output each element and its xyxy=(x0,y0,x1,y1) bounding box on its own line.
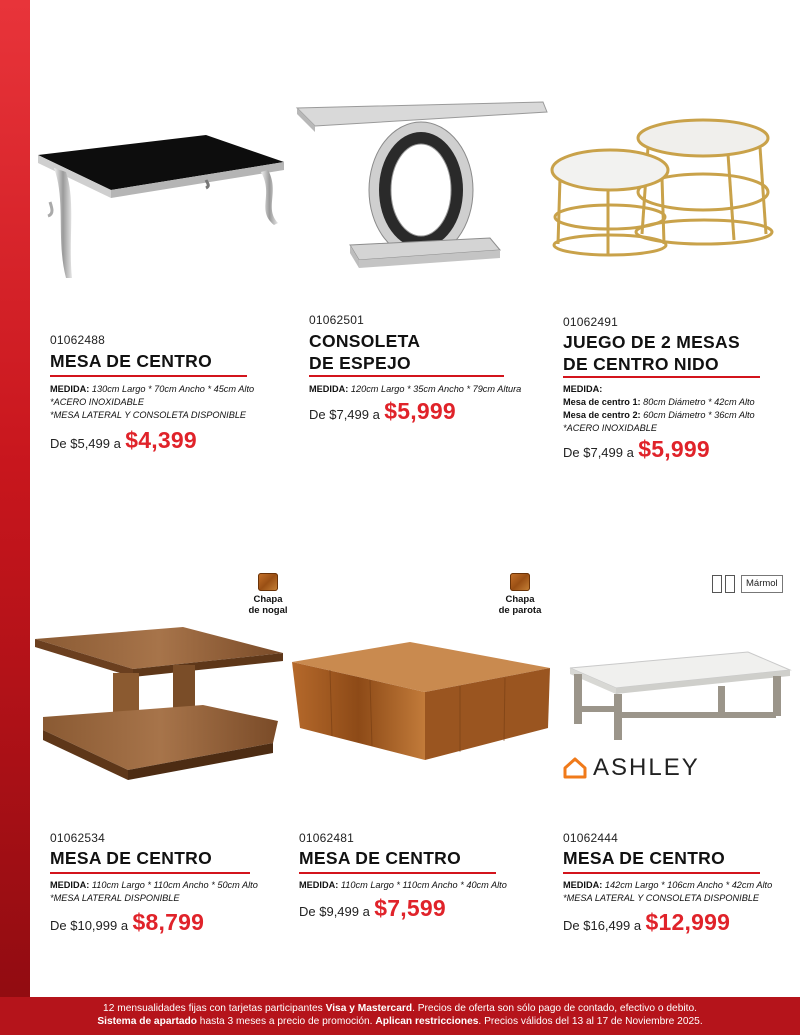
spec-line: MEDIDA: 110cm Largo * 110cm Ancho * 40cm Alto xyxy=(299,880,507,890)
product-sku: 01062491 xyxy=(563,315,618,329)
product-sku: 01062444 xyxy=(563,831,618,845)
title-underline xyxy=(309,375,504,377)
title-line: DE CENTRO NIDO xyxy=(563,354,719,374)
product-image-walnut-table xyxy=(33,625,285,785)
product-specs xyxy=(309,383,521,396)
product-specs xyxy=(563,879,772,905)
product-sku: 01062488 xyxy=(50,333,105,347)
spec-line: Mesa de centro 1: 80cm Diámetro * 42cm Alto xyxy=(563,397,755,407)
wood-chip-icon xyxy=(258,573,278,591)
product-title xyxy=(50,847,212,869)
sale-price: $4,399 xyxy=(125,427,197,453)
spec-line: MEDIDA: xyxy=(563,384,603,394)
product-title xyxy=(50,350,212,372)
title-line: CONSOLETA xyxy=(309,331,421,351)
product-specs xyxy=(299,879,507,892)
price-block xyxy=(563,436,710,463)
regular-price: De $9,499 a xyxy=(299,904,370,919)
price-block xyxy=(309,398,456,425)
spec-line: MEDIDA: 110cm Largo * 110cm Ancho * 50cm Alto xyxy=(50,880,258,890)
house-logo-icon xyxy=(563,757,587,779)
regular-price: De $16,499 a xyxy=(563,918,642,933)
regular-price: De $7,499 a xyxy=(563,445,634,460)
regular-price: De $10,999 a xyxy=(50,918,129,933)
product-title xyxy=(563,847,725,869)
wood-chip-icon xyxy=(510,573,530,591)
product-sku: 01062481 xyxy=(299,831,354,845)
product-sku: 01062534 xyxy=(50,831,105,845)
wood-swatch-parota: Chapa de parota xyxy=(490,573,550,616)
spec-line: MEDIDA: 142cm Largo * 106cm Ancho * 42cm Alto xyxy=(563,880,773,890)
footer-line-2: Sistema de apartado hasta 3 meses a precio de promoción. Aplican restricciones. Precios válidos del 13 al 17 de Noviembre 2025. xyxy=(97,1015,703,1027)
sale-price: $5,999 xyxy=(638,436,710,462)
title-underline xyxy=(563,376,760,378)
spec-line: *ACERO INOXIDABLE xyxy=(50,397,144,407)
marble-swatch-icon xyxy=(712,575,722,593)
title-underline xyxy=(50,375,247,377)
material-tag-marmol xyxy=(712,574,783,594)
title-line: MESA DE CENTRO xyxy=(563,848,726,868)
regular-price: De $5,499 a xyxy=(50,436,121,451)
product-image-nesting-tables xyxy=(548,112,793,262)
product-image-black-coffee-table xyxy=(36,130,286,285)
spec-line: *MESA LATERAL Y CONSOLETA DISPONIBLE xyxy=(563,893,760,903)
product-specs xyxy=(50,383,254,422)
spec-line: MEDIDA: 130cm Largo * 70cm Ancho * 45cm Alto xyxy=(50,384,255,394)
product-specs xyxy=(50,879,258,905)
footer-line-1: 12 mensualidades fijas con tarjetas participantes Visa y Mastercard. Precios de oferta son sólo pago de contado, efectivo o debito. xyxy=(103,1003,697,1014)
product-sku: 01062501 xyxy=(309,313,364,327)
product-title xyxy=(309,330,420,374)
left-red-stripe xyxy=(0,0,30,1035)
sale-price: $7,599 xyxy=(374,895,446,921)
spec-line: Mesa de centro 2: 60cm Diámetro * 36cm Alto xyxy=(563,410,755,420)
brand-name: ASHLEY xyxy=(593,754,700,781)
price-block xyxy=(563,909,730,936)
title-underline xyxy=(50,872,250,874)
product-title xyxy=(563,331,740,375)
title-underline xyxy=(563,872,760,874)
material-label: Mármol xyxy=(741,575,783,593)
regular-price: De $7,499 a xyxy=(309,407,380,422)
price-block xyxy=(50,427,197,454)
spec-line: MEDIDA: 120cm Largo * 35cm Ancho * 79cm Altura xyxy=(309,384,522,394)
sale-price: $12,999 xyxy=(645,909,731,935)
ashley-brand-logo xyxy=(563,754,700,782)
price-block xyxy=(299,895,446,922)
product-title xyxy=(299,847,461,869)
title-underline xyxy=(299,872,496,874)
product-image-parota-table xyxy=(290,640,552,765)
product-image-mirror-console xyxy=(295,100,550,280)
title-line: JUEGO DE 2 MESAS xyxy=(563,332,740,352)
footer-legal-bar xyxy=(0,997,800,1035)
sale-price: $8,799 xyxy=(132,909,205,935)
product-specs xyxy=(563,383,755,435)
spec-line: *MESA LATERAL DISPONIBLE xyxy=(50,893,180,903)
sale-price: $5,999 xyxy=(384,398,456,424)
wood-swatch-nogal: Chapa de nogal xyxy=(240,573,296,616)
spec-line: *MESA LATERAL Y CONSOLETA DISPONIBLE xyxy=(50,410,247,420)
marble-swatch-icon xyxy=(725,575,735,593)
title-line: MESA DE CENTRO xyxy=(50,351,213,371)
price-block xyxy=(50,909,204,936)
product-image-marble-table xyxy=(568,648,793,743)
title-line: MESA DE CENTRO xyxy=(299,848,462,868)
title-line: MESA DE CENTRO xyxy=(50,848,213,868)
spec-line: *ACERO INOXIDABLE xyxy=(563,423,657,433)
title-line: DE ESPEJO xyxy=(309,353,411,373)
